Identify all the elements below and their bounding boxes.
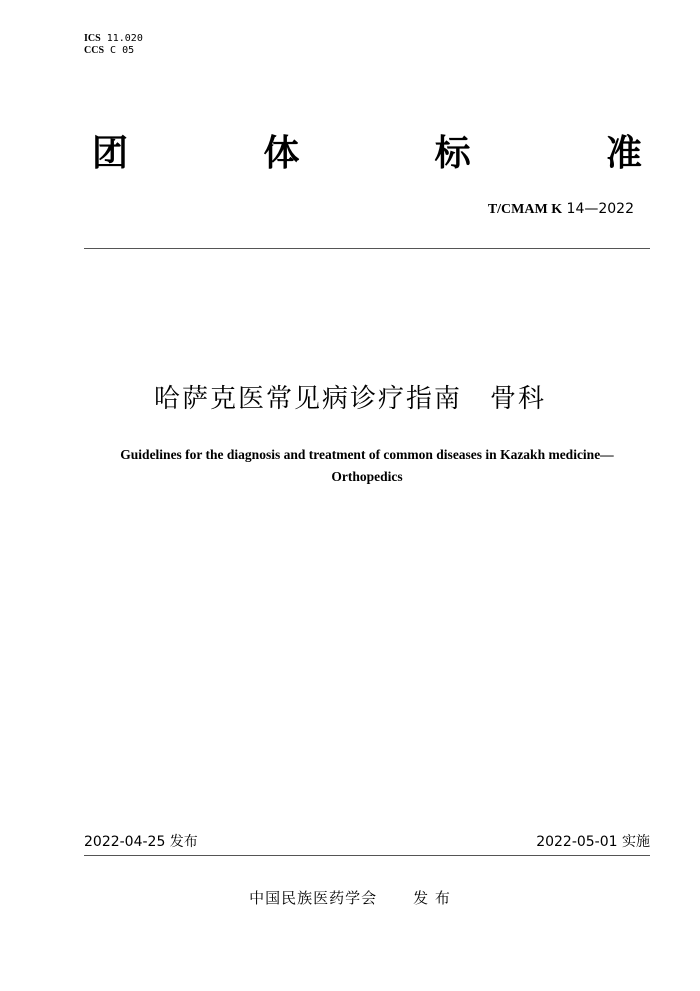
standard-number bbox=[488, 200, 634, 219]
ics-code bbox=[84, 33, 143, 45]
implementation-date: 2022-05-01 实施 bbox=[536, 834, 650, 850]
english-title bbox=[80, 444, 654, 488]
publisher-name: 中国民族医药学会 bbox=[249, 889, 378, 907]
ics-value: 11.020 bbox=[106, 33, 143, 44]
ccs-value: C 05 bbox=[110, 45, 135, 56]
heading-char-3: 标 bbox=[434, 133, 471, 174]
top-divider bbox=[84, 248, 650, 249]
english-title-line-1: Guidelines for the diagnosis and treatment of common diseases in Kazakh medicine— bbox=[120, 447, 614, 462]
heading-char-1: 团 bbox=[92, 133, 129, 174]
document-type-heading bbox=[92, 132, 642, 176]
ccs-code bbox=[84, 45, 143, 57]
issue-date: 2022-04-25 发布 bbox=[84, 834, 198, 850]
ics-label: ICS bbox=[84, 33, 101, 44]
standard-number-value: 14—2022 bbox=[566, 201, 634, 217]
publisher bbox=[0, 887, 700, 909]
chinese-title: 哈萨克医常见病诊疗指南 骨科 bbox=[153, 384, 546, 414]
bottom-divider bbox=[84, 855, 650, 856]
publisher-action: 发 布 bbox=[413, 889, 451, 907]
ccs-label: CCS bbox=[84, 45, 105, 56]
english-title-line-2: Orthopedics bbox=[331, 469, 403, 484]
heading-char-4: 准 bbox=[605, 133, 642, 174]
heading-char-2: 体 bbox=[263, 133, 300, 174]
classification-codes bbox=[84, 33, 143, 57]
standard-number-prefix: T/CMAM K bbox=[487, 202, 563, 217]
